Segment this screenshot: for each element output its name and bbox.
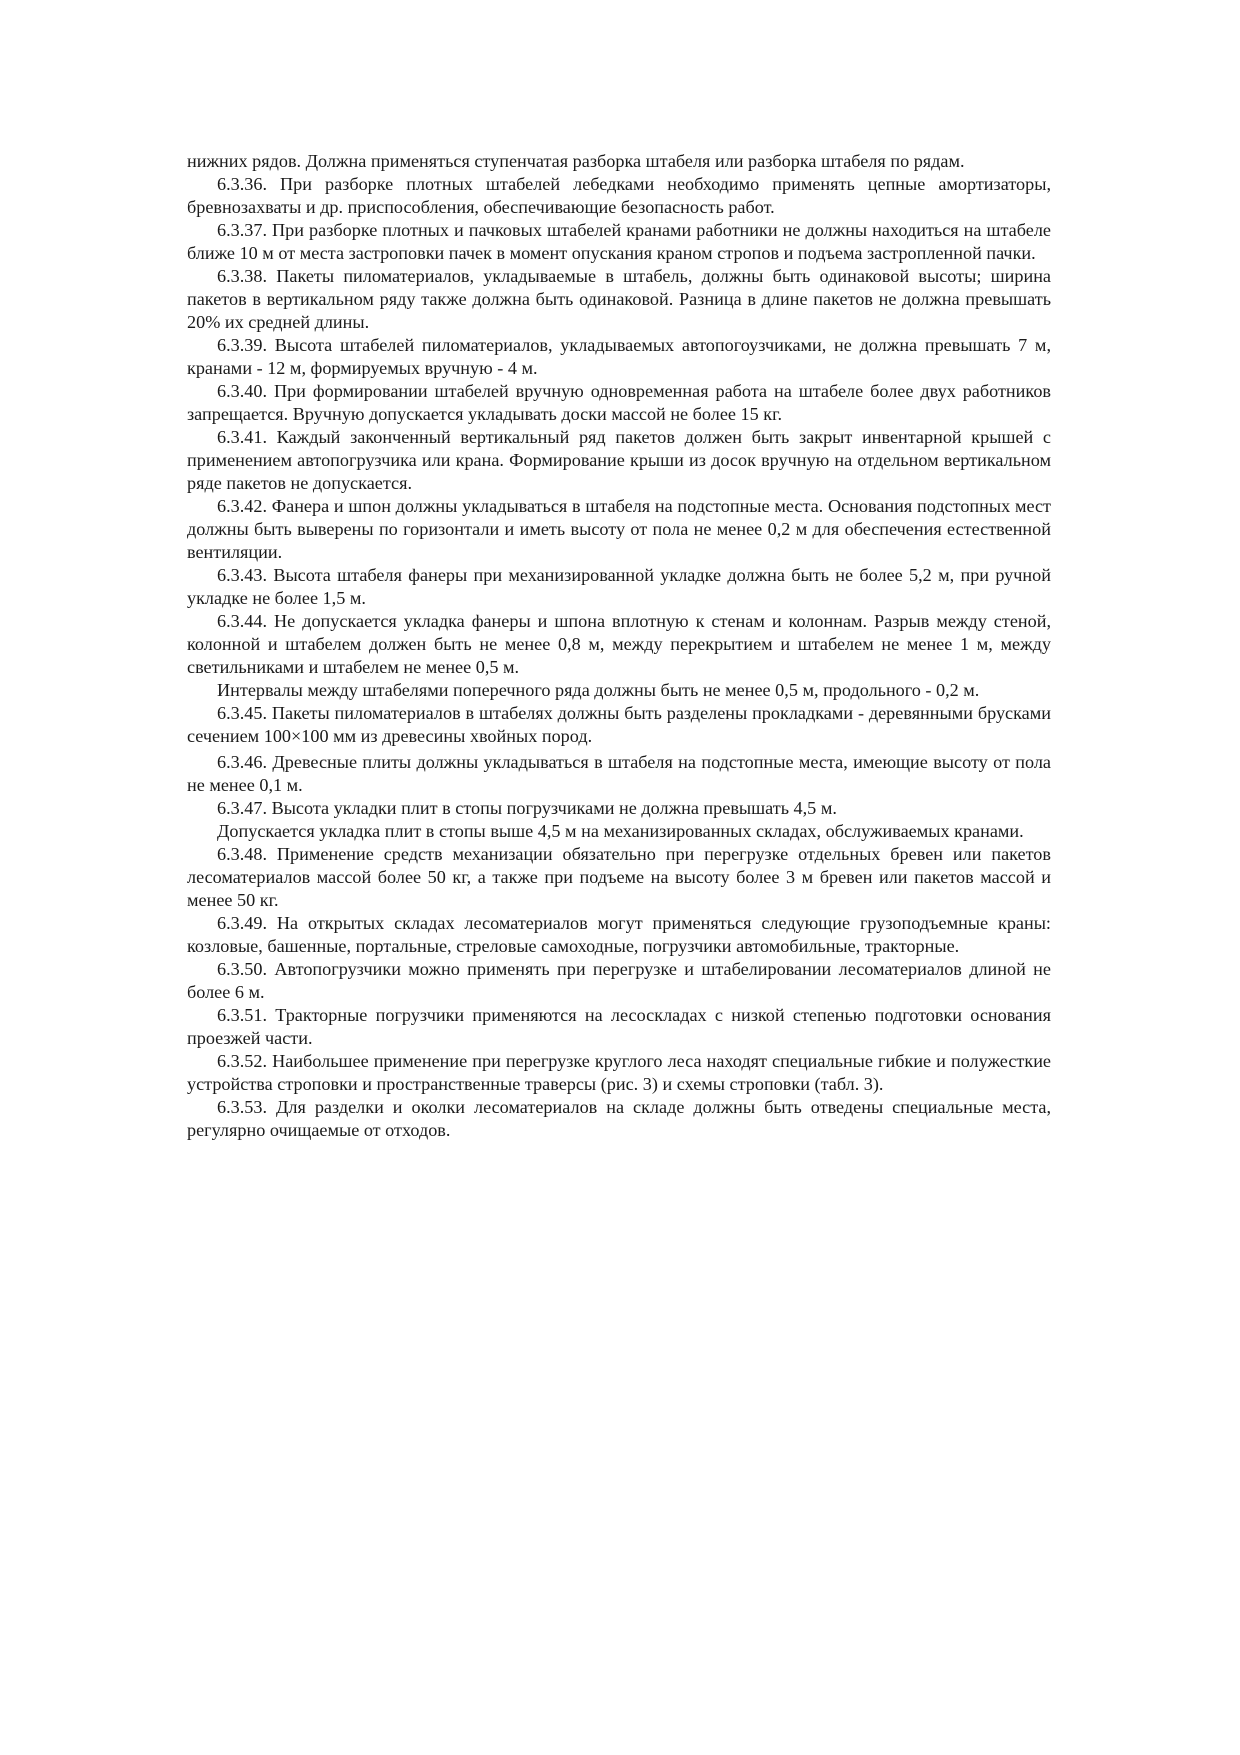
paragraph-6-3-47: 6.3.47. Высота укладки плит в стопы погрузчиками не должна превышать 4,5 м. (217, 798, 837, 818)
paragraph-6-3-50: 6.3.50. Автопогрузчики можно применять при перегрузке и штабелировании лесоматериалов длиной не более 6 м. (187, 959, 1051, 1002)
paragraph-6-3-36: 6.3.36. При разборке плотных штабелей лебедками необходимо применять цепные амортизаторы, бревнозахваты и др. приспособления, обеспечивающие безопасность работ. (187, 174, 1051, 217)
paragraph-6-3-52: 6.3.52. Наибольшее применение при перегрузке круглого леса находят специальные гибкие и полужесткие устройства строповки и пространственные траверсы (рис. 3) и схемы строповки (табл. 3). (187, 1051, 1051, 1094)
paragraph-6-3-46: 6.3.46. Древесные плиты должны укладываться в штабеля на подстопные места, имеющие высоту от пола не менее 0,1 м. (187, 752, 1051, 795)
paragraph-6-3-42: 6.3.42. Фанера и шпон должны укладываться в штабеля на подстопные места. Основания подстопных мест должны быть выверены по горизонтали и иметь высоту от пола не менее 0,2 м для обеспечения естественной вентиляции. (187, 496, 1051, 562)
paragraph-6-3-51: 6.3.51. Тракторные погрузчики применяются на лесоскладах с низкой степенью подготовки основания проезжей части. (187, 1005, 1051, 1048)
document-body (187, 150, 1051, 1142)
paragraph-6-3-38: 6.3.38. Пакеты пиломатериалов, укладываемые в штабель, должны быть одинаковой высоты; ширина пакетов в вертикальном ряду также должна быть одинаковой. Разница в длине пакетов не должна превышать 20% их средней длины. (187, 266, 1051, 332)
paragraph-6-3-40: 6.3.40. При формировании штабелей вручную одновременная работа на штабеле более двух работников запрещается. Вручную допускается укладывать доски массой не более 15 кг. (187, 381, 1051, 424)
paragraph-6-3-44: 6.3.44. Не допускается укладка фанеры и шпона вплотную к стенам и колоннам. Разрыв между стеной, колонной и штабелем должен быть не менее 0,8 м, между перекрытием и штабелем не менее 1 м, между светильниками и штабелем не менее 0,5 м. (187, 611, 1051, 677)
paragraph-6-3-53: 6.3.53. Для разделки и околки лесоматериалов на складе должны быть отведены специальные места, регулярно очищаемые от отходов. (187, 1097, 1051, 1140)
paragraph-intervals: Интервалы между штабелями поперечного ряда должны быть не менее 0,5 м, продольного - 0,2 м. (217, 680, 980, 700)
paragraph-6-3-43: 6.3.43. Высота штабеля фанеры при механизированной укладке должна быть не более 5,2 м, при ручной укладке не более 1,5 м. (187, 565, 1051, 608)
paragraph-6-3-37: 6.3.37. При разборке плотных и пачковых штабелей кранами работники не должны находиться на штабеле ближе 10 м от места застроповки пачек в момент опускания краном стропов и подъема застропленной пачки. (187, 220, 1051, 263)
paragraph-6-3-48: 6.3.48. Применение средств механизации обязательно при перегрузке отдельных бревен или пакетов лесоматериалов массой более 50 кг, а также при подъеме на высоту более 3 м бревен или пакетов массой и менее 50 кг. (187, 844, 1051, 910)
paragraph-allowed-stacking: Допускается укладка плит в стопы выше 4,5 м на механизированных складах, обслуживаемых кранами. (217, 821, 1024, 841)
paragraph-6-3-39: 6.3.39. Высота штабелей пиломатериалов, укладываемых автопогоузчиками, не должна превышать 7 м, кранами - 12 м, формируемых вручную - 4 м. (187, 335, 1051, 378)
paragraph-6-3-49: 6.3.49. На открытых складах лесоматериалов могут применяться следующие грузоподъемные краны: козловые, башенные, портальные, стреловые самоходные, погрузчики автомобильные, тракторные. (187, 913, 1051, 956)
paragraph-6-3-45: 6.3.45. Пакеты пиломатериалов в штабелях должны быть разделены прокладками - деревянными брусками сечением 100×100 мм из древесины хвойных пород. (187, 703, 1051, 746)
paragraph-continuation: нижних рядов. Должна применяться ступенчатая разборка штабеля или разборка штабеля по рядам. (187, 151, 965, 171)
paragraph-6-3-41: 6.3.41. Каждый законченный вертикальный ряд пакетов должен быть закрыт инвентарной крышей с применением автопогрузчика или крана. Формирование крыши из досок вручную на отдельном вертикальном ряде пакетов не допускается. (187, 427, 1051, 493)
